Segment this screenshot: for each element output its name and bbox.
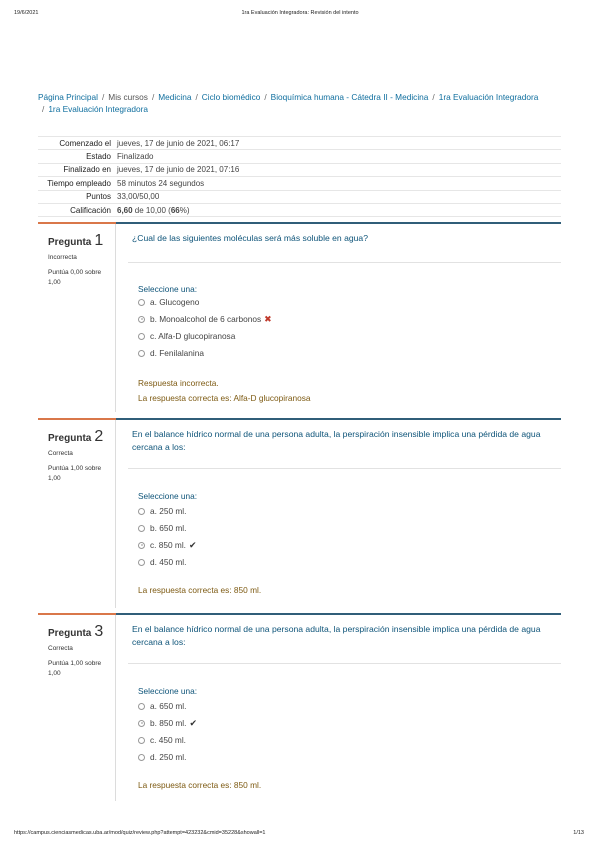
answer-option[interactable]: d. 250 ml. (138, 751, 186, 763)
answer-option[interactable]: d. Fenilalanina (138, 347, 204, 359)
feedback-correct-answer: La respuesta correcta es: 850 ml. (138, 585, 262, 595)
correct-check-icon: ✔ (188, 539, 197, 550)
answer-option[interactable]: a. 250 ml. (138, 505, 186, 517)
answer-option[interactable]: c. 850 ml. ✔ (138, 539, 197, 551)
summary-label: Calificación (70, 205, 111, 215)
summary-label: Finalizado en (63, 165, 111, 175)
question-1 (38, 222, 561, 412)
summary-label: Puntos (86, 192, 111, 202)
question-info (38, 420, 116, 608)
print-date: 19/6/2021 (14, 10, 39, 16)
question-number: Pregunta 1 (48, 232, 104, 249)
summary-label: Estado (86, 152, 111, 162)
print-header (0, 10, 600, 20)
answer-option[interactable]: b. 650 ml. (138, 522, 186, 534)
radio-button-selected[interactable] (138, 542, 145, 549)
print-url: https://campus.cienciasmedicas.uba.ar/mod/quiz/review.php?attempt=423232&cmid=35228&showall=1 (14, 830, 266, 836)
print-title: 1ra Evaluación Integradora: Revisión del intento (241, 10, 359, 16)
radio-button[interactable] (138, 350, 145, 357)
feedback-correct-answer: La respuesta correcta es: 850 ml. (138, 780, 262, 790)
question-state: Incorrecta (48, 254, 77, 261)
incorrect-icon: ✖ (264, 313, 272, 324)
breadcrumb-medicina[interactable]: Medicina (158, 92, 192, 102)
radio-button[interactable] (138, 559, 145, 566)
answer-prompt: Seleccione una: (138, 686, 198, 696)
summary-row (38, 137, 561, 150)
print-page-number: 1/13 (573, 830, 584, 836)
question-info (38, 224, 116, 412)
summary-row (38, 203, 561, 216)
radio-button[interactable] (138, 754, 145, 761)
radio-button[interactable] (138, 299, 145, 306)
radio-button-selected[interactable] (138, 316, 145, 323)
feedback-correct-answer: La respuesta correcta es: Alfa-D glucopiranosa (138, 393, 311, 403)
radio-button[interactable] (138, 508, 145, 515)
summary-label: Tiempo empleado (47, 178, 111, 188)
correct-check-icon: ✔ (189, 717, 197, 728)
radio-button-selected[interactable] (138, 720, 145, 727)
summary-value: 33,00/50,00 (117, 192, 160, 202)
summary-row (38, 190, 561, 203)
question-state: Correcta (48, 645, 73, 652)
divider (128, 262, 561, 263)
breadcrumb-home[interactable]: Página Principal (38, 92, 98, 102)
answer-option[interactable]: d. 450 ml. (138, 556, 186, 568)
question-3 (38, 613, 561, 801)
summary-row (38, 150, 561, 163)
summary-label: Comenzado el (59, 138, 111, 148)
question-text: En el balance hídrico normal de una persona adulta, la perspiración insensible implica una pérdida de agua cercana a los: (132, 624, 541, 647)
breadcrumb-ciclo[interactable]: Ciclo biomédico (201, 92, 261, 102)
summary-value: 58 minutos 24 segundos (117, 178, 205, 188)
divider (128, 468, 561, 469)
divider (128, 663, 561, 664)
feedback-result: Respuesta incorrecta. (138, 378, 219, 388)
radio-button[interactable] (138, 703, 145, 710)
summary-value: 6,60 de 10,00 (66%) (117, 205, 190, 215)
answer-option[interactable]: b. 850 ml. ✔ (138, 717, 197, 729)
breadcrumb-section[interactable]: 1ra Evaluación Integradora (438, 92, 539, 102)
question-grade: Puntúa 1,00 sobre 1,00 (48, 660, 102, 677)
question-text: En el balance hídrico normal de una persona adulta, la perspiración insensible implica una pérdida de agua cercana a los: (132, 429, 541, 452)
breadcrumb-my-courses[interactable]: Mis cursos (108, 92, 148, 102)
question-state: Correcta (48, 450, 73, 457)
summary-row (38, 177, 561, 190)
summary-value: jueves, 17 de junio de 2021, 07:16 (117, 165, 240, 175)
summary-value: Finalizado (117, 152, 154, 162)
answer-option[interactable]: c. 450 ml. (138, 734, 186, 746)
question-info (38, 615, 116, 801)
question-number: Pregunta 2 (48, 428, 104, 445)
answer-option[interactable]: c. Alfa-D glucopiranosa (138, 330, 235, 342)
attempt-summary (38, 136, 561, 217)
answer-prompt: Seleccione una: (138, 284, 198, 294)
radio-button[interactable] (138, 737, 145, 744)
radio-button[interactable] (138, 525, 145, 532)
answer-option[interactable]: a. Glucogeno (138, 296, 199, 308)
question-grade: Puntúa 0,00 sobre 1,00 (48, 269, 102, 286)
question-grade: Puntúa 1,00 sobre 1,00 (48, 465, 102, 482)
radio-button[interactable] (138, 333, 145, 340)
question-2 (38, 418, 561, 608)
answer-prompt: Seleccione una: (138, 491, 198, 501)
breadcrumb: Página Principal / Mis cursos / Medicina / Ciclo biomédico / Bioquímica humana - Cátedra II - Medicina / 1ra Evaluación Integradora / 1ra Evaluación Integradora (38, 92, 539, 114)
answer-option[interactable]: b. Monoalcohol de 6 carbonos ✖ (138, 313, 272, 325)
summary-value: jueves, 17 de junio de 2021, 06:17 (117, 138, 240, 148)
question-number: Pregunta 3 (48, 623, 104, 640)
question-text: ¿Cual de las siguientes moléculas será más soluble en agua? (132, 233, 368, 243)
answer-option[interactable]: a. 650 ml. (138, 700, 186, 712)
breadcrumb-course[interactable]: Bioquímica humana - Cátedra II - Medicina (270, 92, 429, 102)
print-footer (0, 830, 600, 840)
breadcrumb-quiz[interactable]: 1ra Evaluación Integradora (48, 104, 148, 114)
summary-row (38, 163, 561, 176)
